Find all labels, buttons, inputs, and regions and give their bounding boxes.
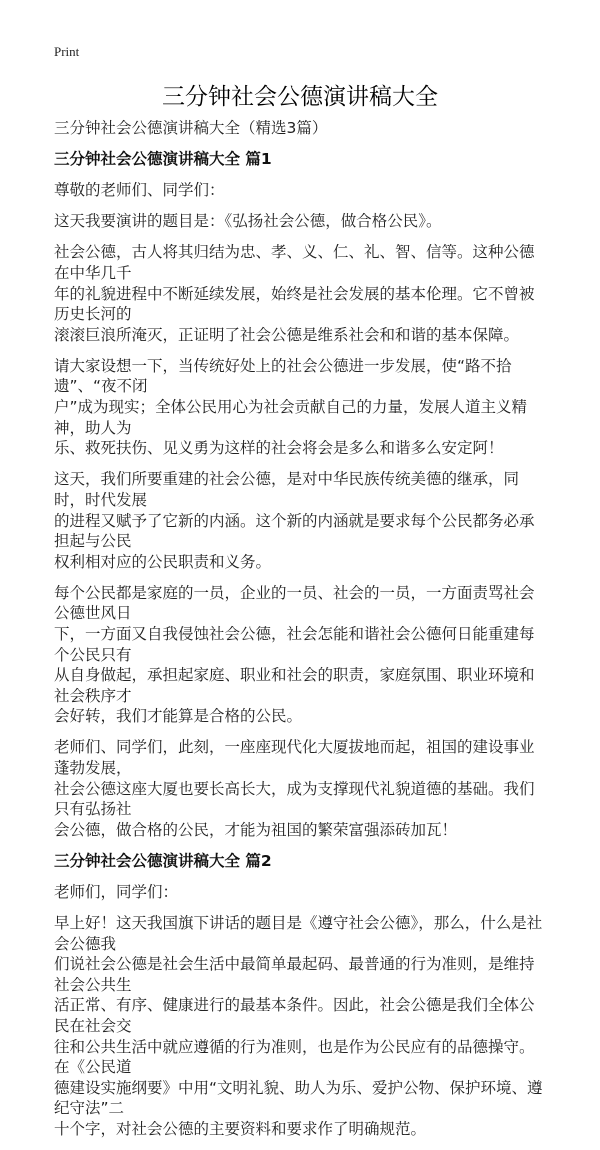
text-line: 滚滚巨浪所淹灭，正证明了社会公德是维系社会和和谐的基本保障。 [54,325,520,344]
text-line: 从自身做起，承担起家庭、职业和社会的职责，家庭氛围、职业环境和社会秩序才 [54,666,535,705]
text-line: 的进程又赋予了它新的内涵。这个新的内涵就是要求每个公民都务必承担起与公民 [54,511,535,551]
paragraph [54,469,546,572]
text-line: 会好转，我们才能算是合格的公民。 [54,707,303,726]
text-line: 每个公民都是家庭的一员，企业的一员、社会的一员，一方面责骂社会公德世风日 [54,583,535,623]
paragraph [54,737,546,840]
paragraph [54,356,546,459]
paragraph [54,882,546,903]
paragraph [54,211,546,232]
text-line: 会公德，做合格的公民，才能为祖国的繁荣富强添砖加瓦！ [54,820,458,839]
paragraph [54,583,546,727]
text-line: 年的礼貌进程中不断延续发展，始终是社会发展的基本伦理。它不曾被历史长河的 [54,284,535,324]
text-line: 早上好！这天我国旗下讲话的题目是《遵守社会公德》，那么，什么是社会公德我 [54,914,543,953]
text-line: 请大家设想一下，当传统好处上的社会公德进一步发展，使“路不拾遗”、“夜不闭 [54,356,512,396]
section-heading [54,149,546,170]
text-line: 乐、救死扶伤、见义勇为这样的社会将会是多么和谐多么安定阿！ [54,439,504,458]
paragraph [54,913,546,1140]
text-line: 权利相对应的公民职责和义务。 [54,552,272,571]
section-heading [54,851,546,872]
text-line: 三分钟社会公德演讲稿大全（精选3篇） [54,119,328,137]
text-line: 德建设实施纲要》中用“文明礼貌、助人为乐、爱护公物、保护环境、遵纪守法”二 [54,1078,543,1118]
document-body [54,118,546,1150]
text-line: 老师们，同学们： [54,883,179,901]
text-line: 老师们、同学们，此刻，一座座现代化大厦拔地而起，祖国的建设事业蓬勃发展， [54,738,535,778]
text-line: 这天，我们所要重建的社会公德，是对中华民族传统美德的继承，同时，时代发展 [54,470,520,509]
text-line: 三分钟社会公德演讲稿大全 篇1 [54,150,272,169]
text-line: 十个字，对社会公德的主要资料和要求作了明确规范。 [54,1120,427,1139]
text-line: 下，一方面又自我侵蚀社会公德，社会怎能和谐社会公德何日能重建每个公民只有 [54,624,535,664]
text-line: 们说社会公德是社会生活中最简单最起码、最普通的行为准则，是维持社会公共生 [54,955,535,994]
page-title: 三分钟社会公德演讲稿大全 [162,84,438,110]
print-link[interactable]: Print [54,44,80,59]
paragraph [54,118,546,139]
paragraph [54,180,546,201]
text-line: 社会公德，古人将其归结为忠、孝、义、仁、礼、智、信等。这种公德在中华几千 [54,243,535,282]
text-line: 三分钟社会公德演讲稿大全 篇2 [54,851,272,870]
paragraph [54,242,546,345]
text-line: 社会公德这座大厦也要长高长大，成为支撑现代礼貌道德的基础。我们只有弘扬社 [54,779,535,819]
text-line: 这天我要演讲的题目是：《弘扬社会公德，做合格公民》。 [54,212,442,231]
text-line: 户”成为现实；全体公民用心为社会贡献自己的力量，发展人道主义精神，助人为 [54,398,528,437]
text-line: 活正常、有序、健康进行的最基本条件。因此，社会公德是我们全体公民在社会交 [54,996,535,1036]
text-line: 往和公共生活中就应遵循的行为准则，也是作为公民应有的品德操守。在《公民道 [54,1037,535,1077]
text-line: 尊敬的老师们、同学们： [54,181,225,200]
